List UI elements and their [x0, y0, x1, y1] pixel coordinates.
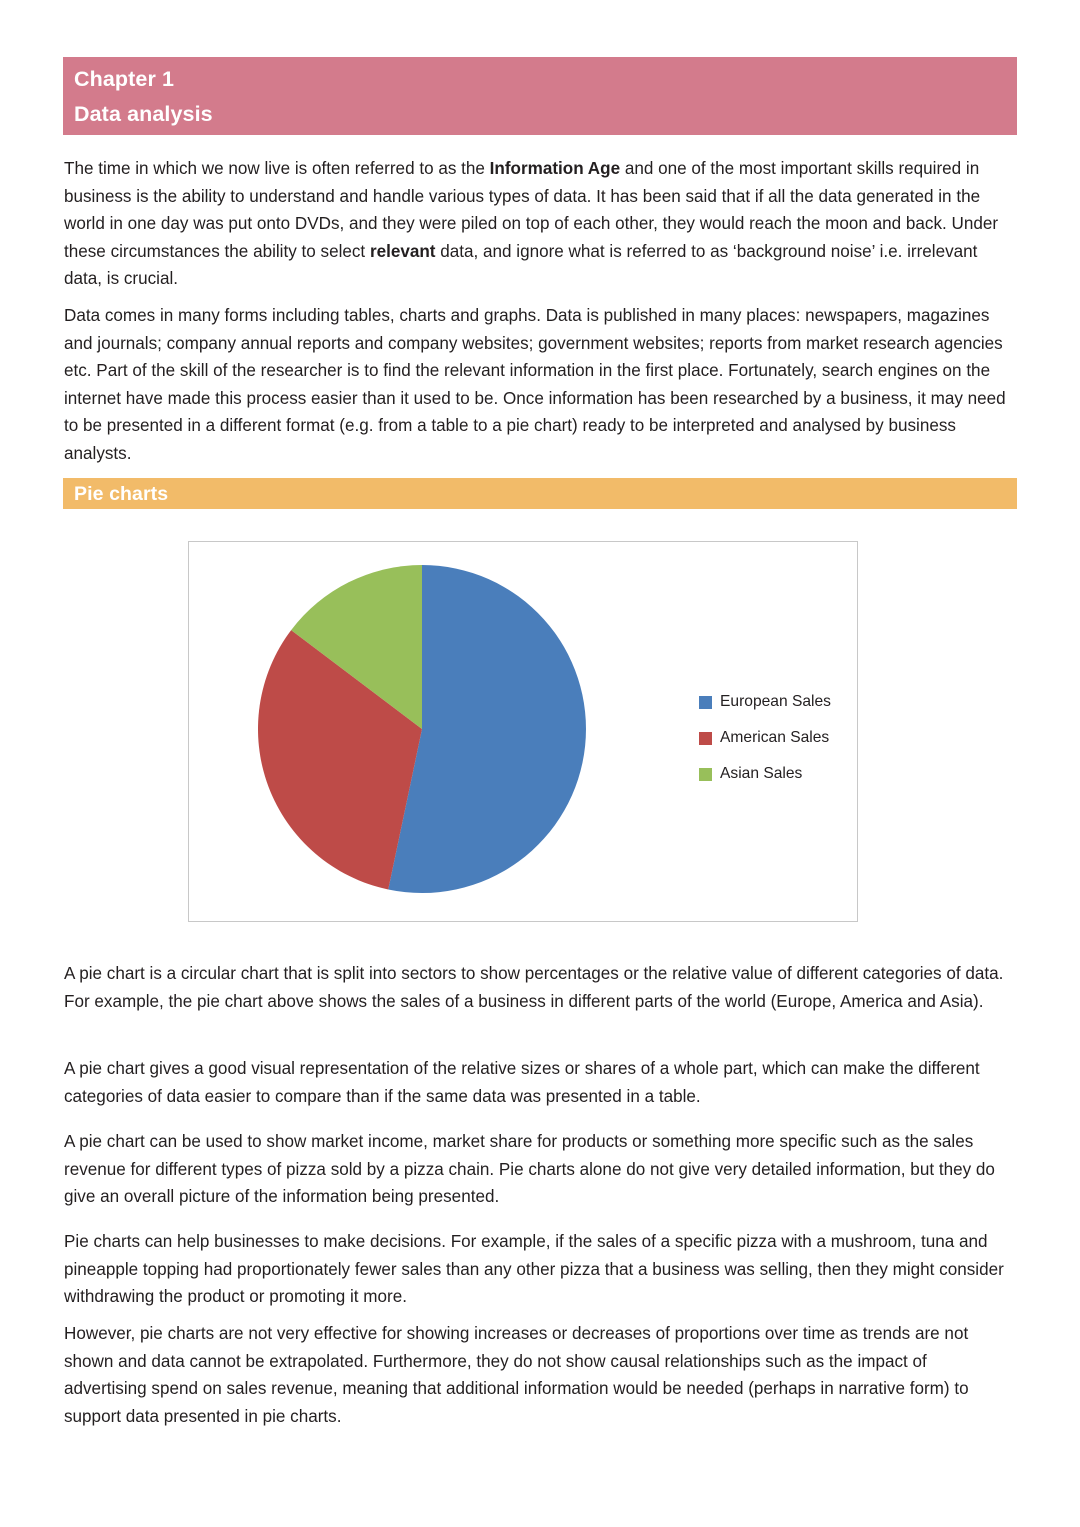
paragraph-data-forms: Data comes in many forms including tables, charts and graphs. Data is published in many places: newspapers, magazines and journals; company annual reports and company websites; government websites; reports from market research agencies etc. Part of the skill of the researcher is to find the relevant information in the first place. Fortunately, search engines on the internet have made this process easier than it used to be. Once information has been researched by a business, it may need to be presented in a different format (e.g. from a table to a pie chart) ready to be interpreted and analysed by business analysts. [64, 306, 1006, 463]
paragraph-pie-definition: A pie chart is a circular chart that is split into sectors to show percentages or the relative value of different categories of data. For example, the pie chart above shows the sales of a business in different parts of the world (Europe, America and Asia). [64, 964, 1004, 1011]
p1-part-a: The time in which we now live is often referred to as the [64, 159, 490, 178]
legend-swatch-icon-european [699, 696, 712, 709]
chart-legend [699, 684, 849, 792]
paragraph-limitations: However, pie charts are not very effective for showing increases or decreases of proportions over time as trends are not shown and data cannot be extrapolated. Furthermore, they do not show causal relationships such as the impact of advertising spend on sales revenue, meaning that additional information would be needed (perhaps in narrative form) to support data presented in pie charts. [64, 1324, 969, 1426]
p1-bold-relevant: relevant [369, 241, 436, 261]
p1-part-c: data, and ignore what is referred to as ‘background noise’ i.e. irrelevant data, is crucial. [64, 241, 978, 289]
pie-chart-graphic [257, 564, 587, 894]
legend-item-american-sales [699, 720, 849, 756]
chapter-number: Chapter 1 [74, 67, 175, 91]
p1-part-b: and one of the most important skills required in business is the ability to understand and handle various types of data. It has been said that if all the data generated in the world in one day was put onto DVDs, and they were piled on top of each other, they would reach the moon and back. Under these circumstances the ability to select [64, 159, 999, 261]
chapter-banner [63, 57, 1017, 135]
section-title: Pie charts [74, 482, 169, 505]
legend-item-asian-sales [699, 756, 849, 792]
paragraph-decisions: Pie charts can help businesses to make decisions. For example, if the sales of a specific pizza with a mushroom, tuna and pineapple topping had proportionately fewer sales than any other pizza that a business was selling, then they might consider withdrawing the product or promoting it more. [64, 1232, 1004, 1307]
p1-bold-information-age: Information Age [489, 159, 621, 178]
legend-label-asian: Asian Sales [720, 765, 803, 782]
paragraph-visual-representation: A pie chart gives a good visual representation of the relative sizes or shares of a whole part, which can make the different categories of data easier to compare than if the same data was presented in a table. [64, 1059, 980, 1106]
legend-label-european: European Sales [720, 693, 831, 710]
legend-item-european-sales [699, 684, 849, 720]
paragraph-uses: A pie chart can be used to show market income, market share for products or something more specific such as the sales revenue for different types of pizza sold by a pizza chain. Pie charts alone do not give very detailed information, but they do give an overall picture of the information being presented. [64, 1132, 995, 1207]
legend-swatch-icon-asian [699, 768, 712, 781]
pie-svg [257, 564, 587, 894]
section-banner-pie-charts [63, 478, 1017, 509]
chapter-title: Data analysis [74, 102, 213, 126]
pie-chart-figure [188, 541, 858, 922]
legend-swatch-icon-american [699, 732, 712, 745]
legend-label-american: American Sales [720, 729, 830, 746]
paragraph-intro [64, 155, 1012, 293]
